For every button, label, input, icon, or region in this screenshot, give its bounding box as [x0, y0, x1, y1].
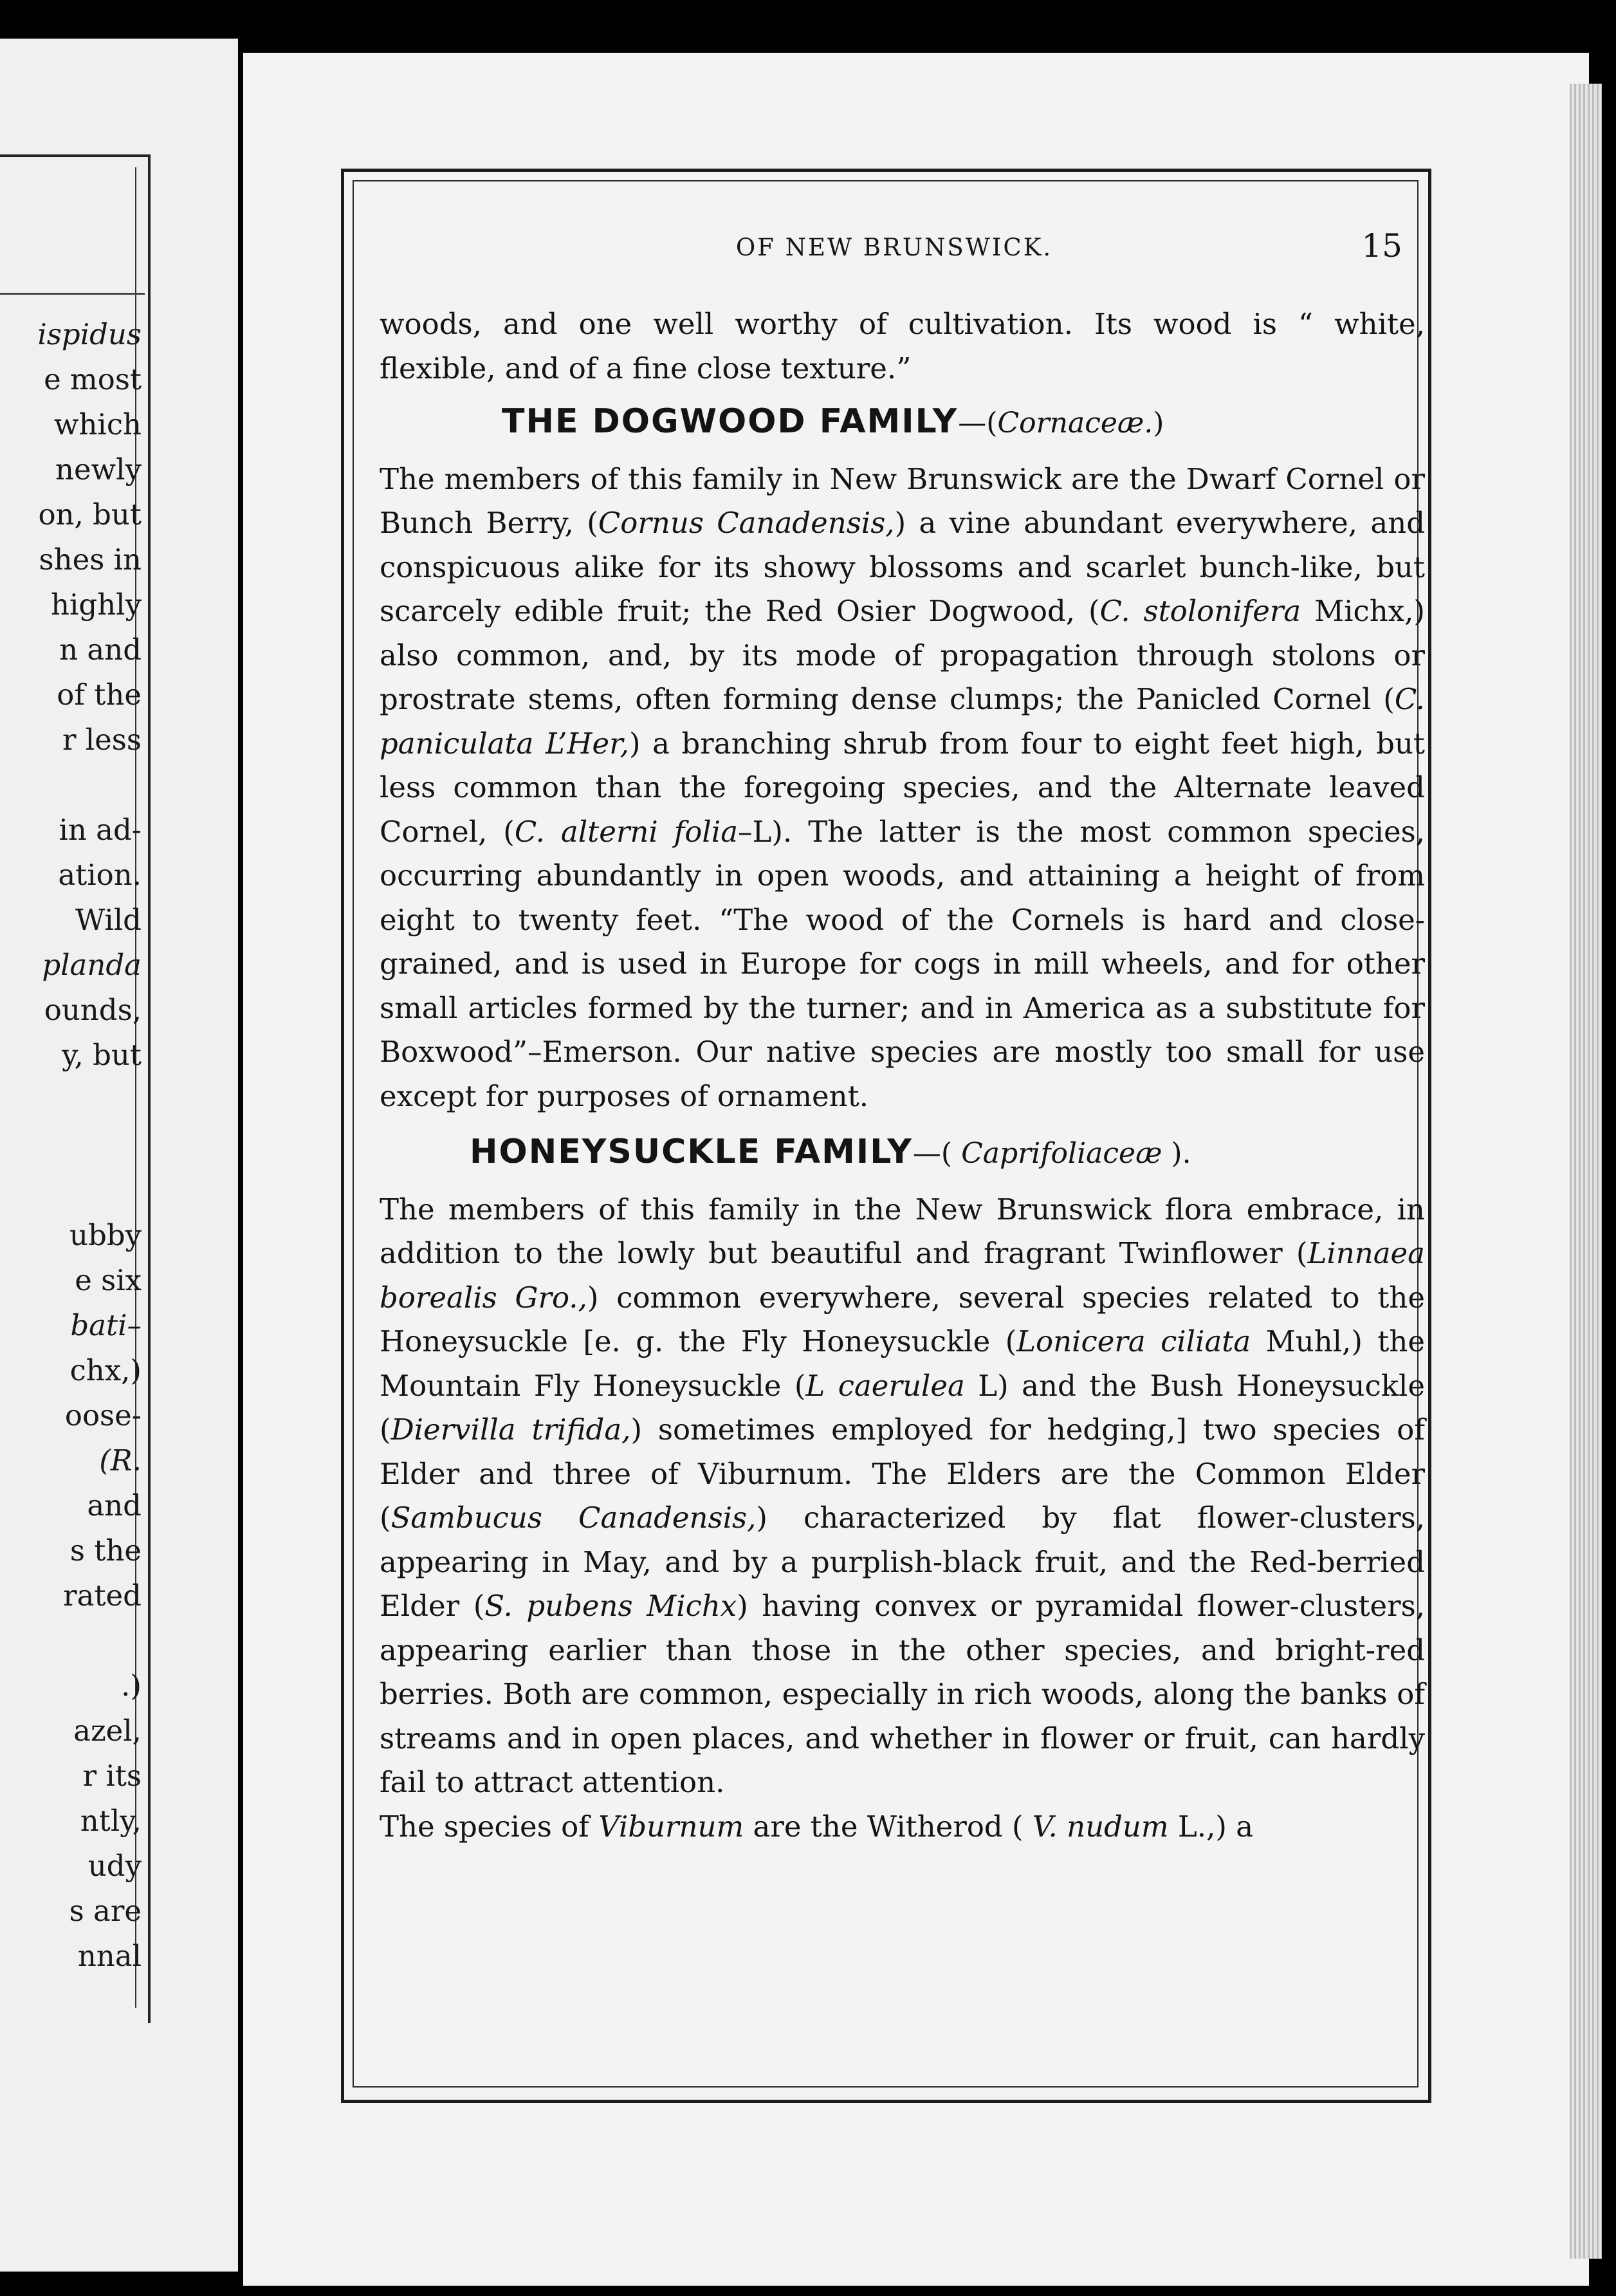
- italic-run: Sambucus Canadensis,: [390, 1501, 757, 1535]
- previous-page-line: nnal: [77, 1939, 142, 1973]
- previous-page-line: chx,): [69, 1353, 142, 1387]
- heading-latin-name: Cornaceæ.: [997, 407, 1153, 440]
- text-run: ) a vine abundant everywhere, and conspicuous alike for its showy blossoms and scarlet bunch-like, but scarcely edible fruit; the Red Osier Dogwood, (: [380, 506, 1425, 628]
- previous-page-line: ispidus: [37, 317, 142, 351]
- previous-page-line: .): [121, 1669, 142, 1703]
- heading-close: ).: [1162, 1137, 1191, 1170]
- previous-page-text: [0, 312, 142, 1979]
- text-run: ) having convex or pyramidal flower-clusters, appearing earlier than those in the other species, and bright-red berries. Both are common, especially in rich woods, along the banks of streams and in open places, and whether in flower or fruit, can hardly fail to attract attention.: [380, 1589, 1425, 1799]
- text-run: are the Witherod (: [744, 1809, 1033, 1844]
- previous-page-line: of the: [57, 678, 142, 712]
- previous-page-line: r its: [82, 1759, 142, 1793]
- previous-page-line: [0, 763, 142, 808]
- previous-page-line: bati–: [70, 1308, 142, 1342]
- text-run: Muhl,) the Mountain Fly Honeysuckle (: [380, 1324, 1425, 1403]
- previous-page-line: which: [53, 407, 142, 441]
- italic-run: S. pubens Michx: [484, 1589, 737, 1623]
- previous-page-line: e most: [44, 362, 142, 396]
- paragraph-dogwood: [380, 458, 1425, 1119]
- previous-page-line: s are: [69, 1894, 142, 1928]
- previous-page-line: [0, 1168, 142, 1213]
- italic-run: C. stolonifera: [1099, 594, 1301, 628]
- previous-page-line: [0, 1123, 142, 1168]
- continuation-line: woods, and one well worthy of cultivation. Its wood is “ white,: [380, 307, 1425, 341]
- italic-run: Lonicera ciliata: [1016, 1324, 1251, 1358]
- text-run: ) characterized by flat flower-clusters, appearing in May, and by a purplish-black fruit, and the Red-berried Elder (: [380, 1501, 1425, 1623]
- previous-page-line: in ad-: [59, 813, 142, 847]
- previous-page-line: highly: [51, 588, 142, 622]
- text-run: ) a branching shrub from four to eight feet high, but less common than the foregoing species, and the Alternate leaved Cornel, (: [380, 726, 1426, 849]
- text-run: ) sometimes employed for hedging,] two species of Elder and three of Viburnum. The Elders are the Common Elder (: [380, 1412, 1425, 1535]
- italic-run: C. paniculata L’Her,: [380, 682, 1425, 761]
- page-edges: [1570, 84, 1602, 2259]
- paragraph-viburnum: [380, 1805, 1425, 1849]
- italic-run: C. alterni folia: [514, 814, 739, 849]
- text-run: L) and the Bush Honeysuckle (: [380, 1368, 1425, 1447]
- text-run: Michx,) also common, and, by its mode of propagation through stolons or prostrate stems, often forming dense clumps; the Panicled Cornel (: [380, 594, 1425, 716]
- previous-page-line: rated: [63, 1578, 142, 1613]
- text-run: L.,) a: [1168, 1809, 1254, 1844]
- previous-page-line: planda: [42, 948, 142, 982]
- previous-page-line: newly: [55, 452, 142, 486]
- heading-latin: [913, 1137, 1191, 1170]
- heading-text: THE DOGWOOD FAMILY: [502, 402, 959, 441]
- heading-dash: —(: [912, 1137, 962, 1170]
- text-run: The species of: [380, 1809, 599, 1844]
- italic-run: L caerulea: [805, 1368, 965, 1403]
- italic-run: Diervilla trifida,: [390, 1412, 631, 1447]
- previous-page-line: e six: [75, 1263, 142, 1297]
- text-run: ) common everywhere, several species related to the Honeysuckle [e. g. the Fly Honeysuckle (: [380, 1280, 1425, 1358]
- previous-page-line: ubby: [69, 1218, 142, 1252]
- section-heading-honeysuckle: [380, 1130, 1425, 1176]
- previous-page-line: and: [87, 1488, 142, 1523]
- heading-latin: [958, 407, 1164, 440]
- italic-run: Linnaea borealis Gro.,: [380, 1236, 1425, 1315]
- heading-close: ): [1153, 407, 1164, 440]
- running-head: OF NEW BRUNSWICK.: [735, 234, 1053, 261]
- previous-page-line: udy: [87, 1849, 142, 1883]
- italic-run: Cornus Canadensis,: [598, 506, 895, 540]
- previous-page-line: (R.: [99, 1443, 142, 1477]
- previous-page-line: s the: [69, 1533, 142, 1568]
- previous-page-line: oose-: [64, 1398, 142, 1432]
- italic-run: Viburnum: [598, 1809, 744, 1844]
- continuation-line: flexible, and of a fine close texture.”: [380, 351, 912, 385]
- previous-page-line: [0, 1618, 142, 1663]
- previous-page-line: y, but: [62, 1038, 142, 1072]
- previous-page-line: ntly,: [80, 1804, 142, 1838]
- section-heading-dogwood: [380, 400, 1425, 446]
- previous-page-line: Wild: [75, 903, 142, 937]
- heading-latin-name: Caprifoliaceæ: [961, 1137, 1162, 1170]
- previous-page-line: n and: [59, 633, 142, 667]
- previous-page-line: shes in: [39, 542, 142, 577]
- previous-page-line: on, but: [38, 497, 142, 532]
- text-run: The members of this family in the New Brunswick flora embrace, in addition to the lowly but beautiful and fragrant Twinflower (: [380, 1192, 1425, 1270]
- heading-text: HONEYSUCKLE FAMILY: [470, 1133, 913, 1171]
- previous-page-line: [0, 1078, 142, 1123]
- page-body: [380, 302, 1425, 1849]
- paragraph-honeysuckle: [380, 1188, 1425, 1805]
- page-header: [373, 228, 1415, 273]
- italic-run: V. nudum: [1032, 1809, 1169, 1844]
- heading-dash: —(: [958, 407, 998, 440]
- previous-page-line: ation.: [58, 858, 142, 892]
- page-number: 15: [1361, 227, 1402, 264]
- text-run: –L). The latter is the most common species, occurring abundantly in open woods, and attaining a height of from eight to twenty feet. “The wood of the Cornels is hard and close-grained, and is used in Europe for cogs in mill wheels, and for other small articles formed by the turner; and in America as a substitute for Boxwood”–Emerson. Our native species are mostly too small for use except for purposes of ornament.: [380, 814, 1426, 1113]
- previous-page-fragment: [0, 39, 238, 2272]
- previous-page-header-rule: [0, 293, 145, 295]
- previous-page-line: r less: [62, 723, 142, 757]
- previous-page-line: azel,: [73, 1714, 142, 1748]
- previous-page-line: ounds,: [44, 993, 142, 1027]
- text-run: The members of this family in New Brunswick are the Dwarf Cornel or Bunch Berry, (: [380, 461, 1425, 540]
